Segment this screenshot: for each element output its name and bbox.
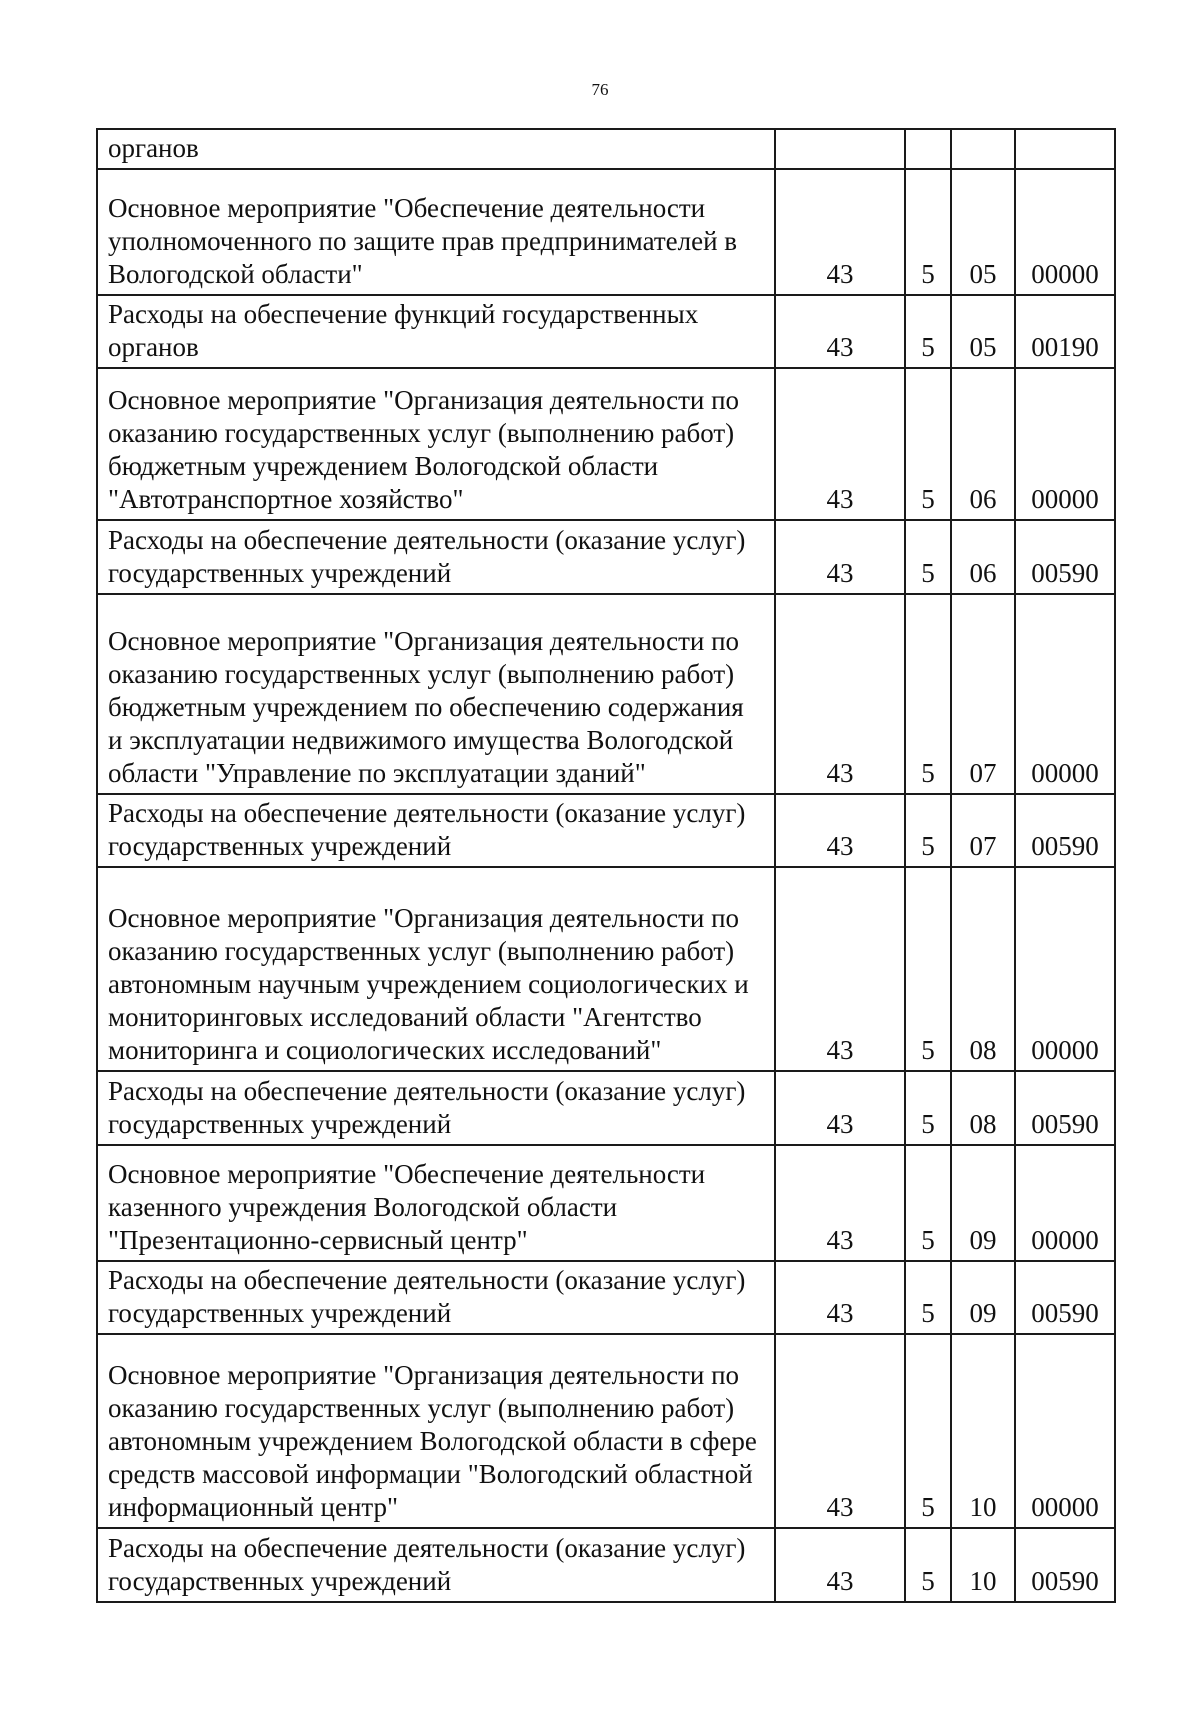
code-cell-4: 00000 — [1015, 169, 1115, 295]
page-number: 76 — [591, 80, 609, 99]
table-row — [97, 867, 1115, 1071]
code-cell-1: 43 — [775, 169, 905, 295]
code-cell-1: 43 — [775, 1334, 905, 1528]
code-cell-4: 00590 — [1015, 1261, 1115, 1334]
code-cell-4: 00000 — [1015, 867, 1115, 1071]
table-row — [97, 1528, 1115, 1602]
code-cell-3: 09 — [951, 1261, 1015, 1334]
expense-name-cell: Основное мероприятие "Обеспечение деятельности уполномоченного по защите прав предпринимателей в Вологодской области" — [97, 169, 775, 295]
code-cell-4: 00000 — [1015, 594, 1115, 794]
code-cell-2: 5 — [905, 794, 951, 867]
code-cell-3 — [951, 129, 1015, 169]
code-cell-3: 08 — [951, 1071, 1015, 1145]
code-cell-1: 43 — [775, 1261, 905, 1334]
code-cell-2 — [905, 129, 951, 169]
expense-name-cell: Расходы на обеспечение деятельности (оказание услуг) государственных учреждений — [97, 1528, 775, 1602]
code-cell-3: 08 — [951, 867, 1015, 1071]
code-cell-4: 00590 — [1015, 1071, 1115, 1145]
table-row — [97, 295, 1115, 368]
code-cell-3: 05 — [951, 169, 1015, 295]
expense-name-cell: Расходы на обеспечение деятельности (оказание услуг) государственных учреждений — [97, 794, 775, 867]
code-cell-2: 5 — [905, 520, 951, 594]
code-cell-2: 5 — [905, 1261, 951, 1334]
code-cell-2: 5 — [905, 594, 951, 794]
code-cell-3: 10 — [951, 1528, 1015, 1602]
code-cell-4: 00000 — [1015, 368, 1115, 520]
table-row — [97, 368, 1115, 520]
code-cell-1 — [775, 129, 905, 169]
table-row — [97, 1334, 1115, 1528]
code-cell-4: 00000 — [1015, 1145, 1115, 1261]
code-cell-3: 07 — [951, 594, 1015, 794]
table-row — [97, 1071, 1115, 1145]
code-cell-2: 5 — [905, 368, 951, 520]
expense-name-cell: Расходы на обеспечение функций государственных органов — [97, 295, 775, 368]
code-cell-4: 00000 — [1015, 1334, 1115, 1528]
expense-name-cell: органов — [97, 129, 775, 169]
code-cell-1: 43 — [775, 1145, 905, 1261]
code-cell-2: 5 — [905, 1334, 951, 1528]
code-cell-2: 5 — [905, 1145, 951, 1261]
code-cell-2: 5 — [905, 867, 951, 1071]
code-cell-2: 5 — [905, 295, 951, 368]
code-cell-3: 06 — [951, 368, 1015, 520]
table-row — [97, 594, 1115, 794]
code-cell-1: 43 — [775, 1528, 905, 1602]
code-cell-3: 06 — [951, 520, 1015, 594]
code-cell-3: 10 — [951, 1334, 1015, 1528]
code-cell-2: 5 — [905, 169, 951, 295]
expense-name-cell: Основное мероприятие "Организация деятельности по оказанию государственных услуг (выполнению работ) бюджетным учреждением по обеспечению содержания и эксплуатации недвижимого имущества Вологодской области "Управление по эксплуатации зданий" — [97, 594, 775, 794]
expense-name-cell: Расходы на обеспечение деятельности (оказание услуг) государственных учреждений — [97, 1071, 775, 1145]
code-cell-1: 43 — [775, 368, 905, 520]
table-row — [97, 129, 1115, 169]
table-row — [97, 1261, 1115, 1334]
code-cell-1: 43 — [775, 794, 905, 867]
table-row — [97, 794, 1115, 867]
expense-name-cell: Основное мероприятие "Организация деятельности по оказанию государственных услуг (выполнению работ) автономным учреждением Вологодской области в сфере средств массовой информации "Вологодский областной информационный центр" — [97, 1334, 775, 1528]
code-cell-3: 05 — [951, 295, 1015, 368]
code-cell-4: 00190 — [1015, 295, 1115, 368]
code-cell-1: 43 — [775, 867, 905, 1071]
code-cell-4 — [1015, 129, 1115, 169]
code-cell-2: 5 — [905, 1528, 951, 1602]
expense-name-cell: Основное мероприятие "Организация деятельности по оказанию государственных услуг (выполнению работ) автономным научным учреждением социологических и мониторинговых исследований области "Агентство мониторинга и социологических исследований" — [97, 867, 775, 1071]
code-cell-2: 5 — [905, 1071, 951, 1145]
code-cell-4: 00590 — [1015, 520, 1115, 594]
code-cell-1: 43 — [775, 1071, 905, 1145]
code-cell-3: 07 — [951, 794, 1015, 867]
expense-name-cell: Основное мероприятие "Организация деятельности по оказанию государственных услуг (выполнению работ) бюджетным учреждением Вологодской области "Автотранспортное хозяйство" — [97, 368, 775, 520]
table-row — [97, 1145, 1115, 1261]
code-cell-4: 00590 — [1015, 1528, 1115, 1602]
code-cell-3: 09 — [951, 1145, 1015, 1261]
code-cell-1: 43 — [775, 295, 905, 368]
table-row — [97, 520, 1115, 594]
table-row — [97, 169, 1115, 295]
expense-name-cell: Расходы на обеспечение деятельности (оказание услуг) государственных учреждений — [97, 520, 775, 594]
expense-name-cell: Основное мероприятие "Обеспечение деятельности казенного учреждения Вологодской области "Презентационно-сервисный центр" — [97, 1145, 775, 1261]
code-cell-1: 43 — [775, 520, 905, 594]
budget-classification-table — [96, 128, 1116, 1603]
expense-name-cell: Расходы на обеспечение деятельности (оказание услуг) государственных учреждений — [97, 1261, 775, 1334]
code-cell-4: 00590 — [1015, 794, 1115, 867]
code-cell-1: 43 — [775, 594, 905, 794]
